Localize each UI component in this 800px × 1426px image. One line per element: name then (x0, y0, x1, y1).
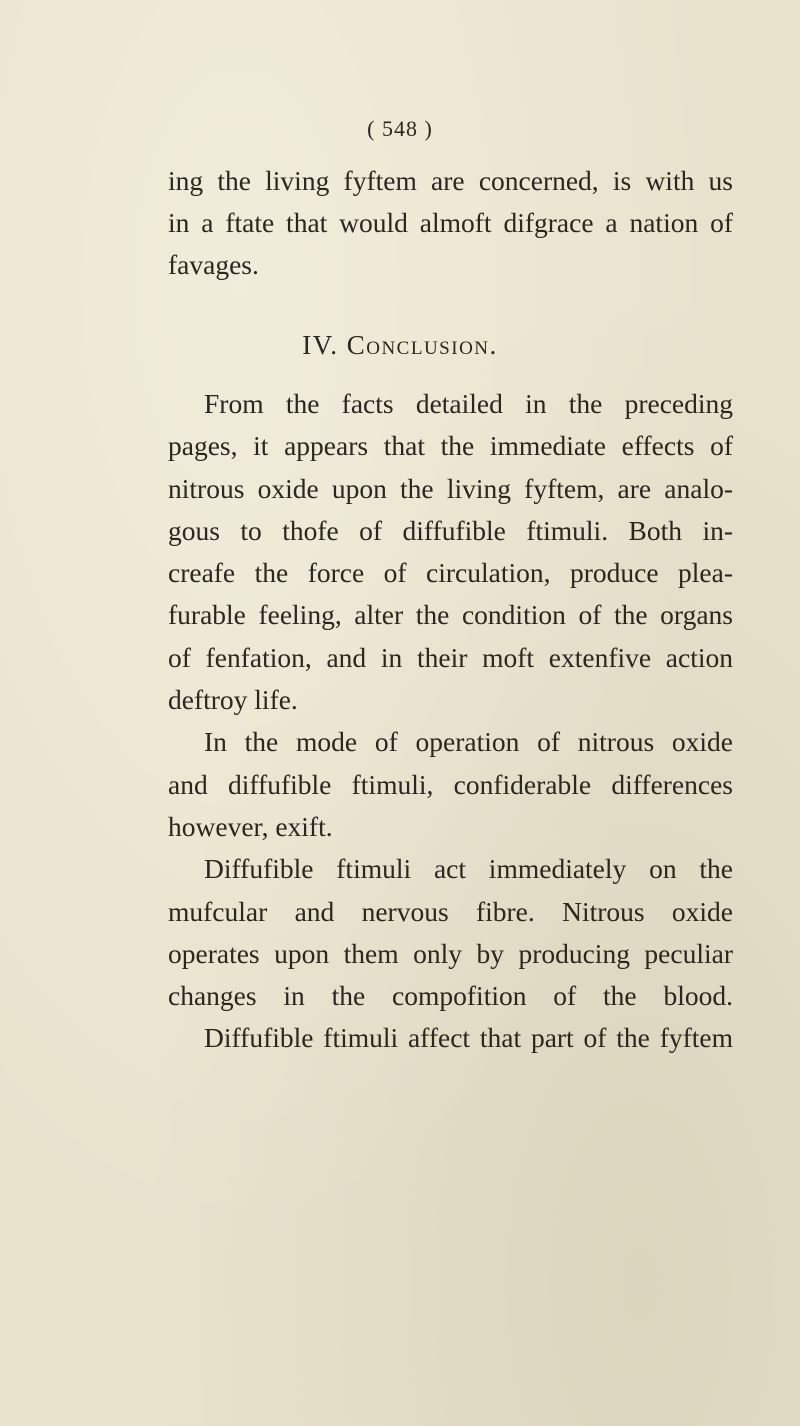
text-line: gous to thofe of diffufible ftimuli. Both in- (168, 514, 733, 546)
text-line: creafe the force of circulation, produce plea- (168, 557, 733, 589)
text-line: favages. (168, 249, 259, 280)
paragraph (168, 848, 733, 1059)
paragraph (168, 383, 733, 721)
section-heading-text: IV. Conclusion. (302, 330, 498, 360)
text-line: of fenfation, and in their moft extenfive action (168, 641, 733, 673)
section-heading (0, 330, 800, 361)
text-line: In the mode of operation of nitrous oxide (204, 726, 733, 758)
text-line: nitrous oxide upon the living fyftem, are analo- (168, 472, 733, 504)
text-line: mufcular and nervous fibre. Nitrous oxide (168, 895, 733, 927)
text-line: From the facts detailed in the preceding (204, 388, 733, 419)
text-line: pages, it appears that the immediate effects of (168, 430, 733, 462)
text-line: furable feeling, alter the condition of the organs (168, 599, 733, 631)
carryover-text (168, 160, 733, 286)
page-number: ( 548 ) (367, 116, 433, 141)
text-line: changes in the compofition of the blood. (168, 980, 733, 1012)
text-line: ing the living fyftem are concerned, is with us (168, 165, 733, 196)
text-line: operates upon them only by producing peculiar (168, 937, 733, 969)
body-text (168, 383, 733, 1060)
paragraph (168, 721, 733, 848)
text-line: in a ftate that would almoft difgrace a nation of (168, 207, 733, 238)
text-line: Diffufible ftimuli act immediately on the (204, 853, 733, 885)
text-line: deftroy life. (168, 684, 298, 716)
text-line: Diffufible ftimuli affect that part of the fyftem (204, 1022, 733, 1054)
text-line: however, exift. (168, 810, 333, 842)
text-line: and diffufible ftimuli, confiderable differences (168, 768, 733, 800)
